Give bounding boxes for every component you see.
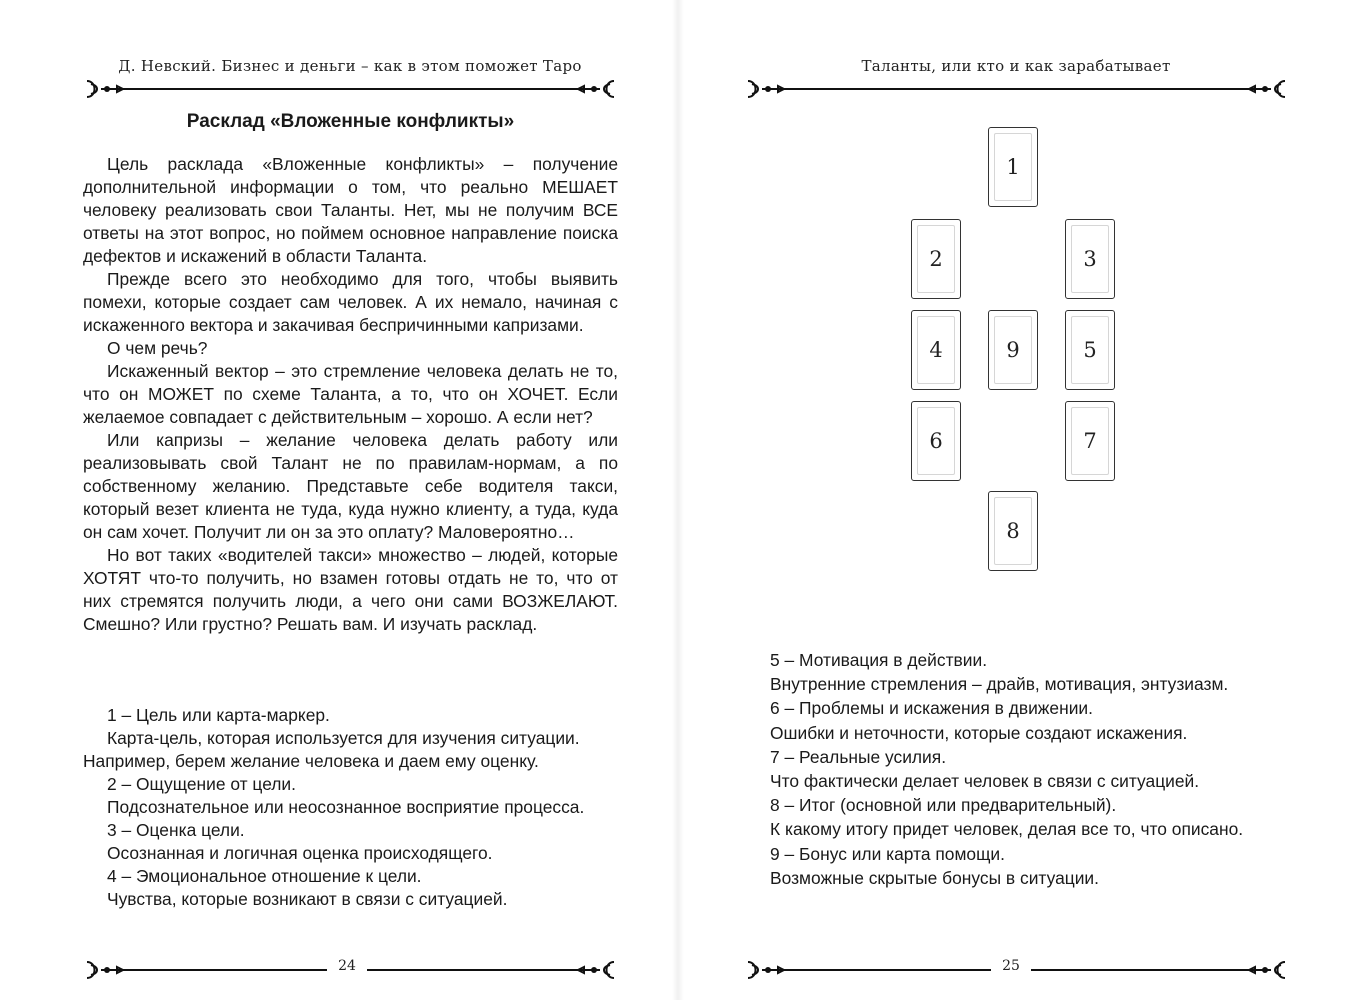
paragraph: Цель расклада «Вложенные конфликты» – получение дополнительной информации о том, что реально МЕШАЕТ человеку реализовать свои Таланты. Нет, мы не получим ВСЕ ответы на этот вопрос, но поймем основное направление поиска дефектов и искажений в области Таланта. [83, 154, 618, 266]
right-page [678, 0, 1357, 1000]
paragraph: Или капризы – желание человека делать работу или реализовывать свой Талант не по правилам-нормам, а по собственному желанию. Представьте себе водителя такси, который везет клиента не туда, куда нужно клиенту, а туда, куда он сам хочет. Получит ли он за это оплату? Маловероятно… [83, 430, 618, 542]
card-number: 4 [929, 338, 943, 362]
tarot-spread-diagram [908, 127, 1118, 577]
legend-item-desc: Например, берем желание человека и даем ему оценку. [83, 751, 539, 771]
card-legend-right [770, 648, 1310, 890]
tarot-card [988, 491, 1038, 571]
ornament-rule-top-left [83, 76, 618, 102]
legend-item-title: 3 – Оценка цели. [107, 820, 245, 840]
legend-item-desc: Осознанная и логичная оценка происходящего. [107, 843, 493, 863]
ornament-rule-top-right [744, 76, 1289, 102]
left-page [0, 0, 678, 1000]
card-number: 2 [929, 247, 943, 271]
paragraph: Прежде всего это необходимо для того, чтобы выявить помехи, которые создает сам человек. А их немало, начиная с искаженного вектора и закачивая беспричинными капризами. [83, 269, 618, 335]
card-legend-left [83, 704, 618, 911]
legend-item-desc: Внутренние стремления – драйв, мотивация, энтузиазм. [770, 674, 1229, 695]
legend-item-title: 4 – Эмоциональное отношение к цели. [107, 866, 422, 886]
legend-item-desc: К какому итогу придет человек, делая все то, что описано. [770, 819, 1244, 840]
card-number: 7 [1083, 429, 1097, 453]
card-number: 6 [929, 429, 943, 453]
legend-item-title: 1 – Цель или карта-маркер. [107, 705, 330, 725]
card-number: 9 [1006, 338, 1020, 362]
legend-item-title: 2 – Ощущение от цели. [107, 774, 296, 794]
page-number: 25 [991, 958, 1031, 974]
tarot-card [988, 310, 1038, 390]
tarot-card [1065, 219, 1115, 299]
running-head-right: Таланты, или кто и как зарабатывает [861, 57, 1171, 75]
body-text [83, 153, 618, 636]
tarot-card [988, 127, 1038, 207]
legend-item-desc: Ошибки и неточности, которые создают искажения. [770, 722, 1188, 743]
legend-item-title: 8 – Итог (основной или предварительный). [770, 795, 1117, 816]
legend-item-desc: Возможные скрытые бонусы в ситуации. [770, 867, 1099, 888]
paragraph: Но вот таких «водителей такси» множество – людей, которые ХОТЯТ что-то получить, но взамен готовы отдать не то, что от них стремятся получить люди, а чего они сами ВОЗЖЕЛАЮТ. Смешно? Или грустно? Решать вам. И изучать расклад. [83, 545, 618, 634]
tarot-card [911, 401, 961, 481]
legend-item-title: 6 – Проблемы и искажения в движении. [770, 698, 1093, 719]
legend-item-desc: Чувства, которые возникают в связи с ситуацией. [107, 889, 508, 909]
tarot-card [911, 219, 961, 299]
paragraph: О чем речь? [107, 338, 208, 358]
page-number: 24 [327, 958, 367, 974]
legend-item-title: 9 – Бонус или карта помощи. [770, 843, 1005, 864]
card-number: 3 [1083, 247, 1097, 271]
tarot-card [911, 310, 961, 390]
legend-item-desc: Подсознательное или неосознанное восприятие процесса. [107, 797, 585, 817]
scroll-ornament-icon [744, 76, 1289, 102]
legend-item-desc: Что фактически делает человек в связи с ситуацией. [770, 771, 1200, 792]
section-heading: Расклад «Вложенные конфликты» [186, 111, 515, 132]
running-head-left: Д. Невский. Бизнес и деньги – как в этом поможет Таро [118, 57, 582, 75]
legend-item-title: 7 – Реальные усилия. [770, 746, 947, 767]
scroll-ornament-icon [83, 76, 618, 102]
card-number: 1 [1006, 155, 1020, 179]
legend-item-title: 5 – Мотивация в действии. [770, 650, 988, 670]
tarot-card [1065, 401, 1115, 481]
legend-item-desc: Карта-цель, которая используется для изучения ситуации. [107, 728, 580, 748]
tarot-card [1065, 310, 1115, 390]
card-number: 5 [1083, 338, 1097, 362]
card-number: 8 [1006, 519, 1020, 543]
paragraph: Искаженный вектор – это стремление человека делать не то, что он МОЖЕТ по схеме Таланта, а то, что он ХОЧЕТ. Если желаемое совпадает с действительным – хорошо. А если нет? [83, 361, 618, 427]
